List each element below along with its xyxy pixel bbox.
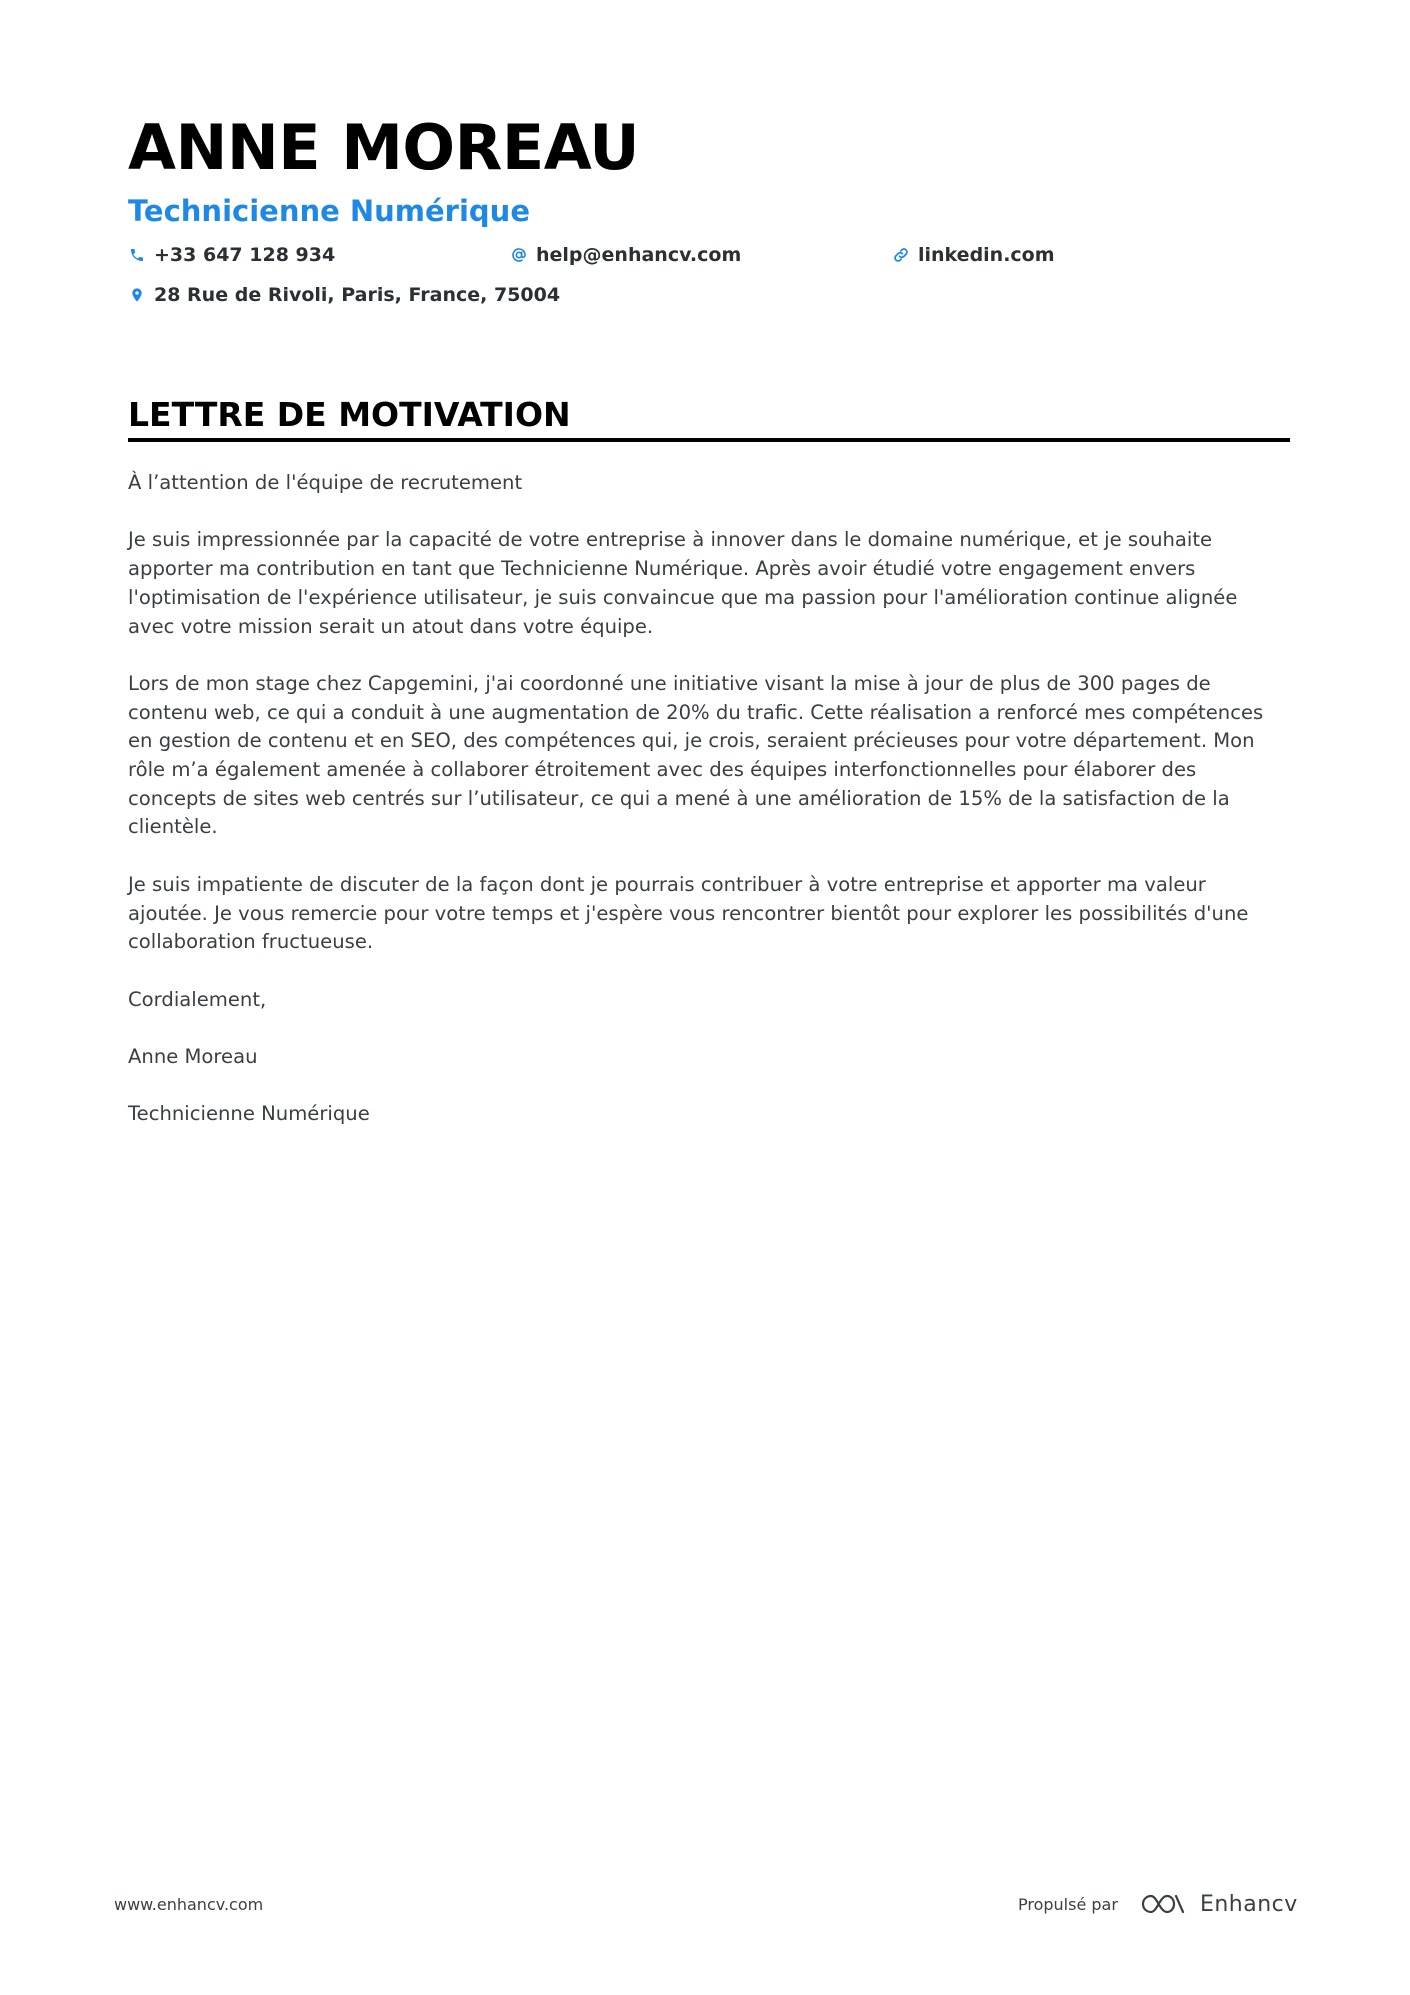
letter-salutation: À l’attention de l'équipe de recrutement [128, 471, 523, 494]
enhancv-logo-icon [1140, 1891, 1186, 1917]
brand-name: Enhancv [1199, 1891, 1298, 1917]
letter-body [128, 469, 1290, 1158]
section-divider [128, 438, 1290, 442]
candidate-title: Technicienne Numérique [128, 194, 530, 228]
contact-phone [128, 241, 335, 269]
link-text: linkedin.com [918, 244, 1055, 266]
signature-title: Technicienne Numérique [128, 1102, 370, 1126]
phone-text: +33 647 128 934 [154, 244, 336, 266]
letter-paragraph: Lors de mon stage chez Capgemini, j'ai coordonné une initiative visant la mise à jour de plus de 300 pages de contenu web, ce qui a conduit à une augmentation de 20% du trafic. Cette réalisation a renforcé mes compétences en gestion de contenu et en SEO, des compétences qui, je crois, seraient précieuses pour votre département. Mon rôle m’a également amenée à collaborer étroitement avec des équipes interfonctionnelles pour élaborer des concepts de sites web centrés sur l’utilisateur, ce qui a mené à une amélioration de 15% de la satisfaction de la clientèle. [128, 671, 1264, 839]
letter-paragraph: Je suis impressionnée par la capacité de votre entreprise à innover dans le domaine numérique, et je souhaite apporter ma contribution en tant que Technicienne Numérique. Après avoir étudié votre engagement envers l'optimisation de l'expérience utilisateur, je suis convaincue que ma passion pour l'amélioration continue alignée avec votre mission serait un atout dans votre équipe. [128, 528, 1238, 638]
link-icon [892, 246, 910, 264]
contact-email [510, 241, 741, 269]
at-icon [510, 246, 528, 264]
powered-by-label: Propulsé par [1018, 1894, 1118, 1914]
section-title: LETTRE DE MOTIVATION [128, 395, 571, 434]
email-text: help@enhancv.com [536, 244, 742, 266]
footer-website[interactable]: www.enhancv.com [114, 1895, 264, 1914]
letter-closing: Cordialement, [128, 987, 267, 1011]
location-pin-icon [128, 286, 146, 304]
candidate-name: ANNE MOREAU [128, 111, 640, 184]
phone-icon [128, 246, 146, 264]
contact-link [892, 241, 1055, 269]
contact-address [128, 281, 560, 309]
address-text: 28 Rue de Rivoli, Paris, France, 75004 [154, 284, 561, 306]
letter-paragraph: Je suis impatiente de discuter de la façon dont je pourrais contribuer à votre entreprise et apporter ma valeur ajoutée. Je vous remercie pour votre temps et j'espère vous rencontrer bientôt pour explorer les possibilités d'une collaboration fructueuse. [128, 872, 1249, 954]
signature-name: Anne Moreau [128, 1044, 258, 1068]
footer-brand[interactable] [1018, 1884, 1298, 1924]
